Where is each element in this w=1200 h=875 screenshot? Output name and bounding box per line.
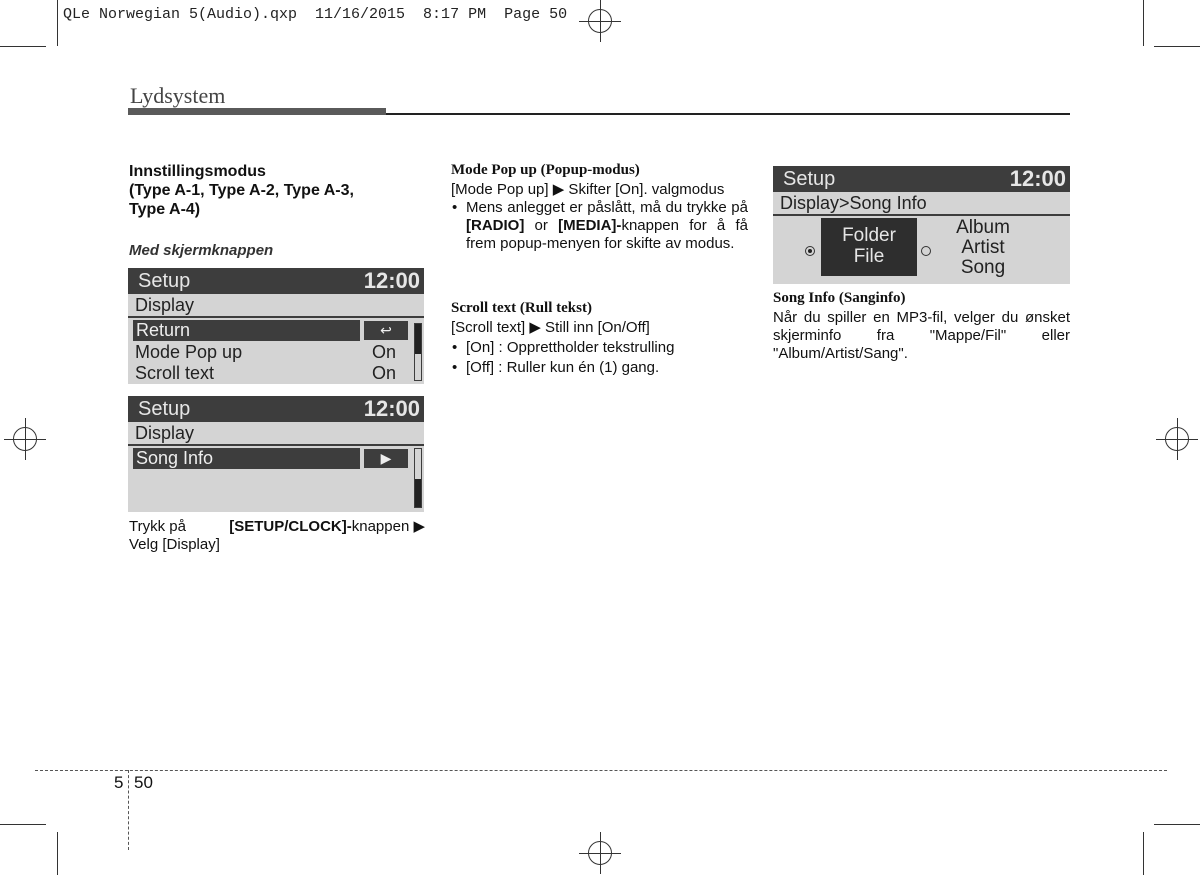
radio-unselected-icon[interactable] <box>921 246 931 256</box>
bullet-text: knappen for å få frem popup-menyen for skifte av modus. <box>466 217 748 252</box>
crop-mark <box>0 824 46 825</box>
crop-mark <box>1154 46 1200 47</box>
option-label: Song <box>960 257 1006 278</box>
return-arrow-icon[interactable]: ↩ <box>364 321 408 340</box>
option-folder-file[interactable] <box>821 218 917 276</box>
lcd-menu-item-label: Scroll text <box>135 363 215 383</box>
mode-popup-heading: Mode Pop up (Popup-modus) <box>451 162 640 178</box>
mode-popup-section <box>451 162 748 253</box>
caption-line: Velg [Display] <box>129 536 220 553</box>
scroll-text-path: [Scroll text] ▶ Still inn [On/Off] <box>451 319 650 336</box>
settings-heading-line: Type A-4) <box>129 201 201 218</box>
lcd-screen-display-menu <box>128 268 424 384</box>
bullet-item <box>451 199 748 253</box>
footer-dashed-divider <box>128 770 129 850</box>
subheading: Med skjermknappen <box>129 242 274 259</box>
lcd-menu-item-value: On <box>371 363 396 383</box>
lcd-clock: 12:00 <box>363 396 420 421</box>
crop-mark <box>57 832 58 875</box>
crop-mark <box>1154 824 1200 825</box>
footer-dashed-rule <box>35 770 1167 771</box>
lcd-scrollbar[interactable] <box>414 448 422 508</box>
lcd-scroll-thumb[interactable] <box>415 479 421 507</box>
lcd-title: Setup <box>138 270 191 292</box>
caption-text: Trykk på <box>129 518 186 535</box>
lcd-subtitle: Display <box>128 294 424 318</box>
section-title: Lydsystem <box>130 83 226 108</box>
lcd-menu-item-song-info[interactable]: Song Info <box>133 448 360 469</box>
registration-mark-icon <box>13 427 37 451</box>
crop-mark <box>0 46 46 47</box>
header-rule-thin <box>386 113 1070 115</box>
lcd-screen-song-info-options <box>773 166 1070 284</box>
bullet-item: • [On] : Opprettholder tekstrulling <box>451 339 748 357</box>
option-label: Artist <box>961 237 1005 258</box>
registration-mark-icon <box>1165 427 1189 451</box>
scroll-text-bullets <box>451 339 748 377</box>
scroll-text-heading: Scroll text (Rull tekst) <box>451 300 592 316</box>
mode-popup-path: [Mode Pop up] ▶ Skifter [On]. valgmodus <box>451 181 725 198</box>
registration-mark-icon <box>588 841 612 865</box>
bullet-text: or <box>524 217 559 234</box>
lcd-clock: 12:00 <box>363 268 420 293</box>
lcd-screen-song-info-menu <box>128 396 424 512</box>
scroll-text-section <box>451 300 748 377</box>
chapter-number: 5 <box>114 773 124 792</box>
caption-text: knappen ▶ <box>351 518 425 535</box>
song-info-body: Når du spiller en MP3-fil, velger du ønsket skjerminfo fra "Mappe/Fil" eller "Album/Artist/Sang". <box>773 309 1070 362</box>
lcd-menu-item-return[interactable]: Return <box>133 320 360 341</box>
option-album-artist-song[interactable] <box>943 218 1023 278</box>
settings-heading-line: Innstillingsmodus <box>129 163 266 180</box>
crop-mark <box>1143 832 1144 875</box>
print-slug: QLe Norwegian 5(Audio).qxp 11/16/2015 8:17 PM Page 50 <box>63 6 568 23</box>
lcd-title: Setup <box>138 398 191 420</box>
lcd-menu-item-scroll-text[interactable] <box>135 363 408 384</box>
lcd-title: Setup <box>783 168 836 190</box>
header-rule <box>128 108 386 115</box>
option-label: File <box>853 246 885 267</box>
page-number: 50 <box>134 773 153 792</box>
lcd-scrollbar[interactable] <box>414 323 422 381</box>
lcd-title-bar <box>773 166 1070 192</box>
option-label: Folder <box>842 225 896 246</box>
crop-mark <box>57 0 58 46</box>
radio-key: [RADIO] <box>466 217 525 234</box>
lcd-menu-item-value: On <box>371 342 396 362</box>
lcd-title-bar <box>128 396 424 422</box>
song-info-section <box>773 290 1070 363</box>
setup-clock-key: [SETUP/CLOCK]- <box>229 518 352 535</box>
lcd-clock: 12:00 <box>1009 166 1066 191</box>
option-label: Album <box>956 217 1010 238</box>
lcd-subtitle: Display>Song Info <box>773 192 1070 216</box>
song-info-heading: Song Info (Sanginfo) <box>773 290 906 306</box>
lcd-menu-item-label: Mode Pop up <box>135 342 243 362</box>
crop-mark <box>1143 0 1144 46</box>
play-arrow-icon[interactable]: ▶ <box>364 449 408 468</box>
settings-heading-line: (Type A-1, Type A-2, Type A-3, <box>129 182 354 199</box>
mode-popup-bullets <box>451 199 748 253</box>
bullet-text: Mens anlegget er påslått, må du trykke på <box>466 199 748 216</box>
radio-selected-icon[interactable] <box>805 246 815 256</box>
settings-heading <box>129 162 429 219</box>
caption-line <box>129 518 425 536</box>
media-key: [MEDIA]- <box>558 217 622 234</box>
instruction-caption <box>129 518 425 554</box>
lcd-subtitle: Display <box>128 422 424 446</box>
bullet-item: • [Off] : Ruller kun én (1) gang. <box>451 359 748 377</box>
lcd-title-bar <box>128 268 424 294</box>
registration-mark-icon <box>588 9 612 33</box>
lcd-scroll-thumb[interactable] <box>415 324 421 354</box>
lcd-menu-item-mode-pop-up[interactable] <box>135 342 408 363</box>
